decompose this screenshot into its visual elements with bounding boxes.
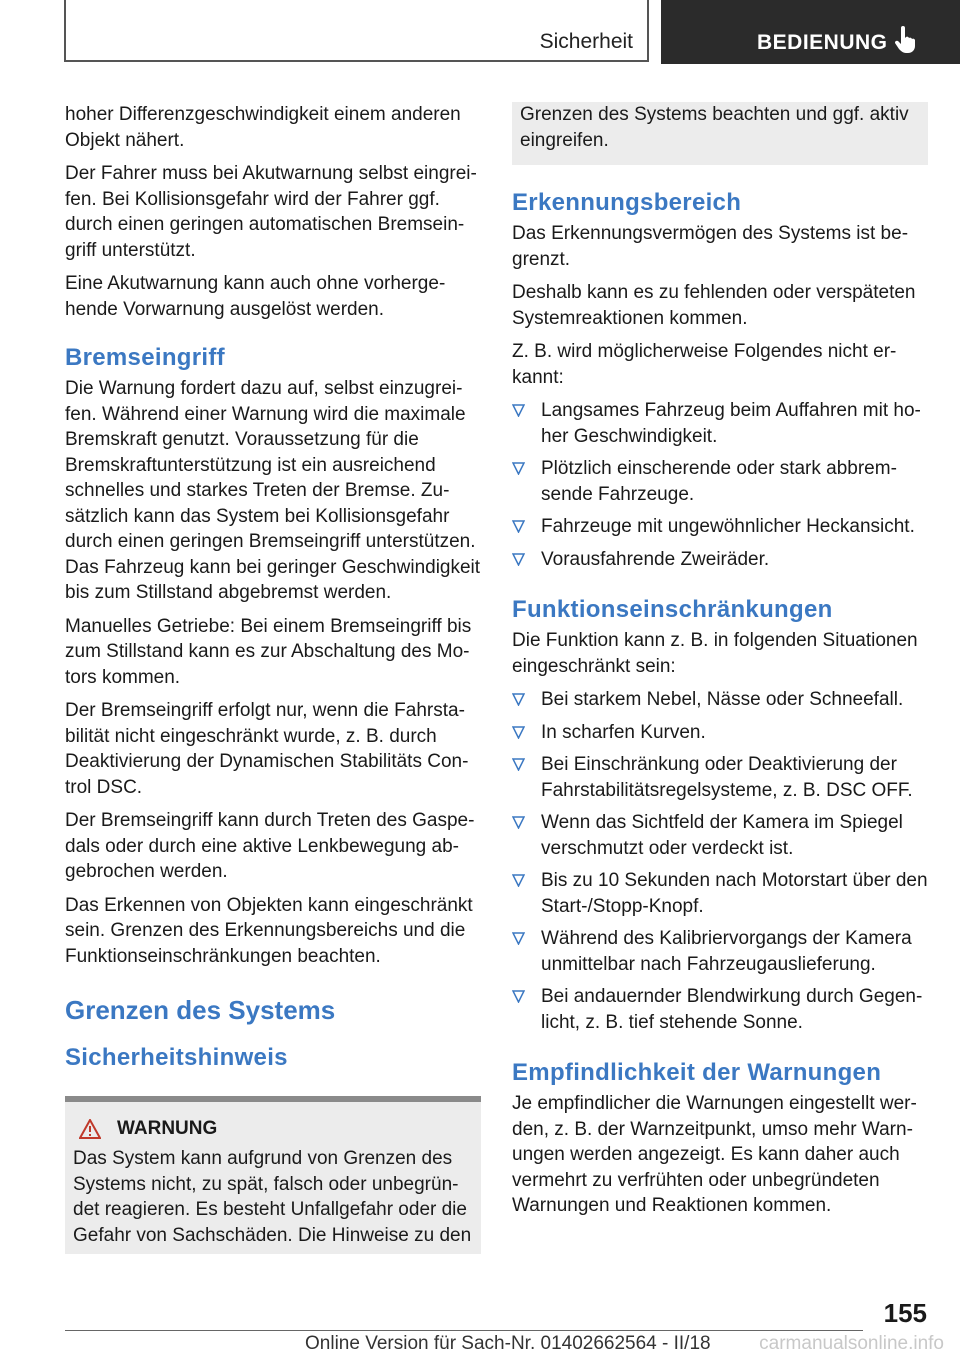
chapter-tab: [661, 0, 960, 64]
list-item: [512, 514, 928, 540]
left-column: [65, 102, 481, 1254]
paragraph: Der Bremseingriff kann durch Treten des Gaspedals oder durch eine aktive Lenkbewegung abgebrochen werden.: [65, 810, 475, 882]
warning-box: [65, 1102, 481, 1254]
warning-triangle-icon: [79, 1119, 101, 1139]
intro-paragraph: Eine Akutwarnung kann auch ohne vorhergehende Vorwarnung ausgelöst werden.: [65, 273, 446, 320]
heading-grenzen-des-systems: Grenzen des Systems: [65, 995, 336, 1025]
paragraph: Manuelles Getriebe: Bei einem Bremseingriff bis zum Stillstand kann es zur Abschaltung des Motors kommen.: [65, 615, 472, 688]
triangle-bullet-icon: [512, 874, 525, 887]
intro-paragraph: hoher Differenzgeschwindigkeit einem anderen Objekt nähert.: [65, 104, 461, 151]
triangle-bullet-icon: [512, 693, 525, 706]
heading-bremseingriff: Bremseingriff: [65, 344, 225, 371]
section-tab: [64, 0, 649, 62]
list-item-text: Langsames Fahrzeug beim Auffahren mit hoher Geschwindigkeit.: [541, 400, 921, 447]
triangle-bullet-icon: [512, 404, 525, 417]
paragraph: Z. B. wird möglicherweise Folgendes nicht erkannt:: [512, 341, 897, 388]
list-item-text: Plötzlich einscherende oder stark abbremsende Fahrzeuge.: [541, 458, 897, 505]
list-item-text: Bei andauernder Blendwirkung durch Gegenlicht, z. B. tief stehende Sonne.: [541, 986, 923, 1033]
footer-divider: [65, 1330, 863, 1331]
list-item-text: Bis zu 10 Sekunden nach Motorstart über den Start-/Stopp-Knopf.: [541, 870, 928, 917]
chapter-label: BEDIENUNG: [757, 31, 888, 54]
list-item: [512, 456, 928, 507]
triangle-bullet-icon: [512, 462, 525, 475]
intro-paragraph: Der Fahrer muss bei Akutwarnung selbst eingreifen. Bei Kollisionsgefahr wird der Fahrer ggf. durch einen geringen automatischen Bremseingriff unterstützt.: [65, 163, 477, 261]
list-item: [512, 398, 928, 449]
right-column: [512, 102, 928, 1227]
list-item-text: Bei Einschränkung oder Deaktivierung der Fahrstabilitätsregelsysteme, z. B. DSC OFF.: [541, 754, 913, 801]
list-item: [512, 687, 928, 713]
warning-title: [73, 1118, 473, 1140]
paragraph: Die Warnung fordert dazu auf, selbst einzugreifen. Während einer Warnung wird die maximale Bremskraft genutzt. Voraussetzung für die Bremskraftunterstützung ist ein ausreichend schnelles und starkes Treten der Bremse. Zusätzlich kann das System bei Kollisionsgefahr durch einen geringen Bremseingriff unterstützen. Das Fahrzeug kann bei geringer Geschwindigkeit bis zum Stillstand abgebremst werden.: [65, 378, 481, 603]
paragraph: Das Erkennungsvermögen des Systems ist begrenzt.: [512, 223, 909, 270]
list-item-text: Vorausfahrende Zweiräder.: [541, 548, 770, 570]
triangle-bullet-icon: [512, 553, 525, 566]
heading-funktionseinschraenkungen: Funktionseinschränkungen: [512, 596, 833, 623]
list-item-text: Während des Kalibriervorgangs der Kamera unmittelbar nach Fahrzeugauslieferung.: [541, 928, 912, 975]
heading-erkennungsbereich: Erkennungsbereich: [512, 189, 742, 216]
page-number: 155: [883, 1298, 927, 1328]
erkennung-list: [512, 398, 928, 572]
triangle-bullet-icon: [512, 758, 525, 771]
list-item-text: Bei starkem Nebel, Nässe oder Schneefall.: [541, 689, 904, 710]
paragraph: Der Bremseingriff erfolgt nur, wenn die Fahrstabilität nicht eingeschränkt wurde, z. B. durch Deaktivierung der Dynamischen Stabilitäts Control DSC.: [65, 700, 469, 798]
list-item-text: In scharfen Kurven.: [541, 721, 706, 743]
triangle-bullet-icon: [512, 990, 525, 1003]
list-item: [512, 868, 928, 919]
list-item: [512, 810, 928, 861]
triangle-bullet-icon: [512, 726, 525, 739]
triangle-bullet-icon: [512, 520, 525, 533]
page-header: [0, 0, 960, 66]
warning-continuation-box: [512, 102, 928, 165]
paragraph: Die Funktion kann z. B. in folgenden Situationen eingeschränkt sein:: [512, 630, 918, 677]
list-item: [512, 752, 928, 803]
list-item-text: Fahrzeuge mit ungewöhnlicher Heckansicht.: [541, 516, 915, 537]
paragraph: Deshalb kann es zu fehlenden oder verspäteten Systemreaktionen kommen.: [512, 282, 916, 329]
list-item: [512, 720, 928, 746]
funktion-list: [512, 687, 928, 1035]
list-item-text: Wenn das Sichtfeld der Kamera im Spiegel verschmutzt oder verdeckt ist.: [541, 812, 903, 859]
triangle-bullet-icon: [512, 932, 525, 945]
section-label: Sicherheit: [539, 30, 633, 53]
heading-sicherheitshinweis: Sicherheitshinweis: [65, 1044, 288, 1071]
paragraph: Das Erkennen von Objekten kann eingeschränkt sein. Grenzen des Erkennungsbereichs und die Funktionseinschränkungen beachten.: [65, 894, 473, 967]
list-item: [512, 547, 928, 573]
warning-title-text: WARNUNG: [117, 1118, 218, 1139]
hand-pointer-icon: [895, 26, 919, 54]
list-item: [512, 926, 928, 977]
warning-continuation-text: Grenzen des Systems beachten und ggf. aktiv eingreifen.: [520, 104, 909, 151]
warning-text: Das System kann aufgrund von Grenzen des Systems nicht, zu spät, falsch oder unbegründet reagieren. Es besteht Unfallgefahr oder die Gefahr von Sachschäden. Die Hinweise zu den: [73, 1148, 472, 1246]
list-item: [512, 984, 928, 1035]
paragraph: Je empfindlicher die Warnungen eingestellt werden, z. B. der Warnzeitpunkt, umso mehr Warnungen werden angezeigt. Es kann daher auch vermehrt zu verfrühten oder unbegründeten Warnungen und Reaktionen kommen.: [512, 1093, 917, 1216]
heading-empfindlichkeit: Empfindlichkeit der Warnungen: [512, 1059, 882, 1086]
watermark: carmanualsonline.info: [759, 1333, 944, 1354]
triangle-bullet-icon: [512, 816, 525, 829]
footer-version-text: Online Version für Sach-Nr. 01402662564 - II/18: [305, 1333, 711, 1354]
